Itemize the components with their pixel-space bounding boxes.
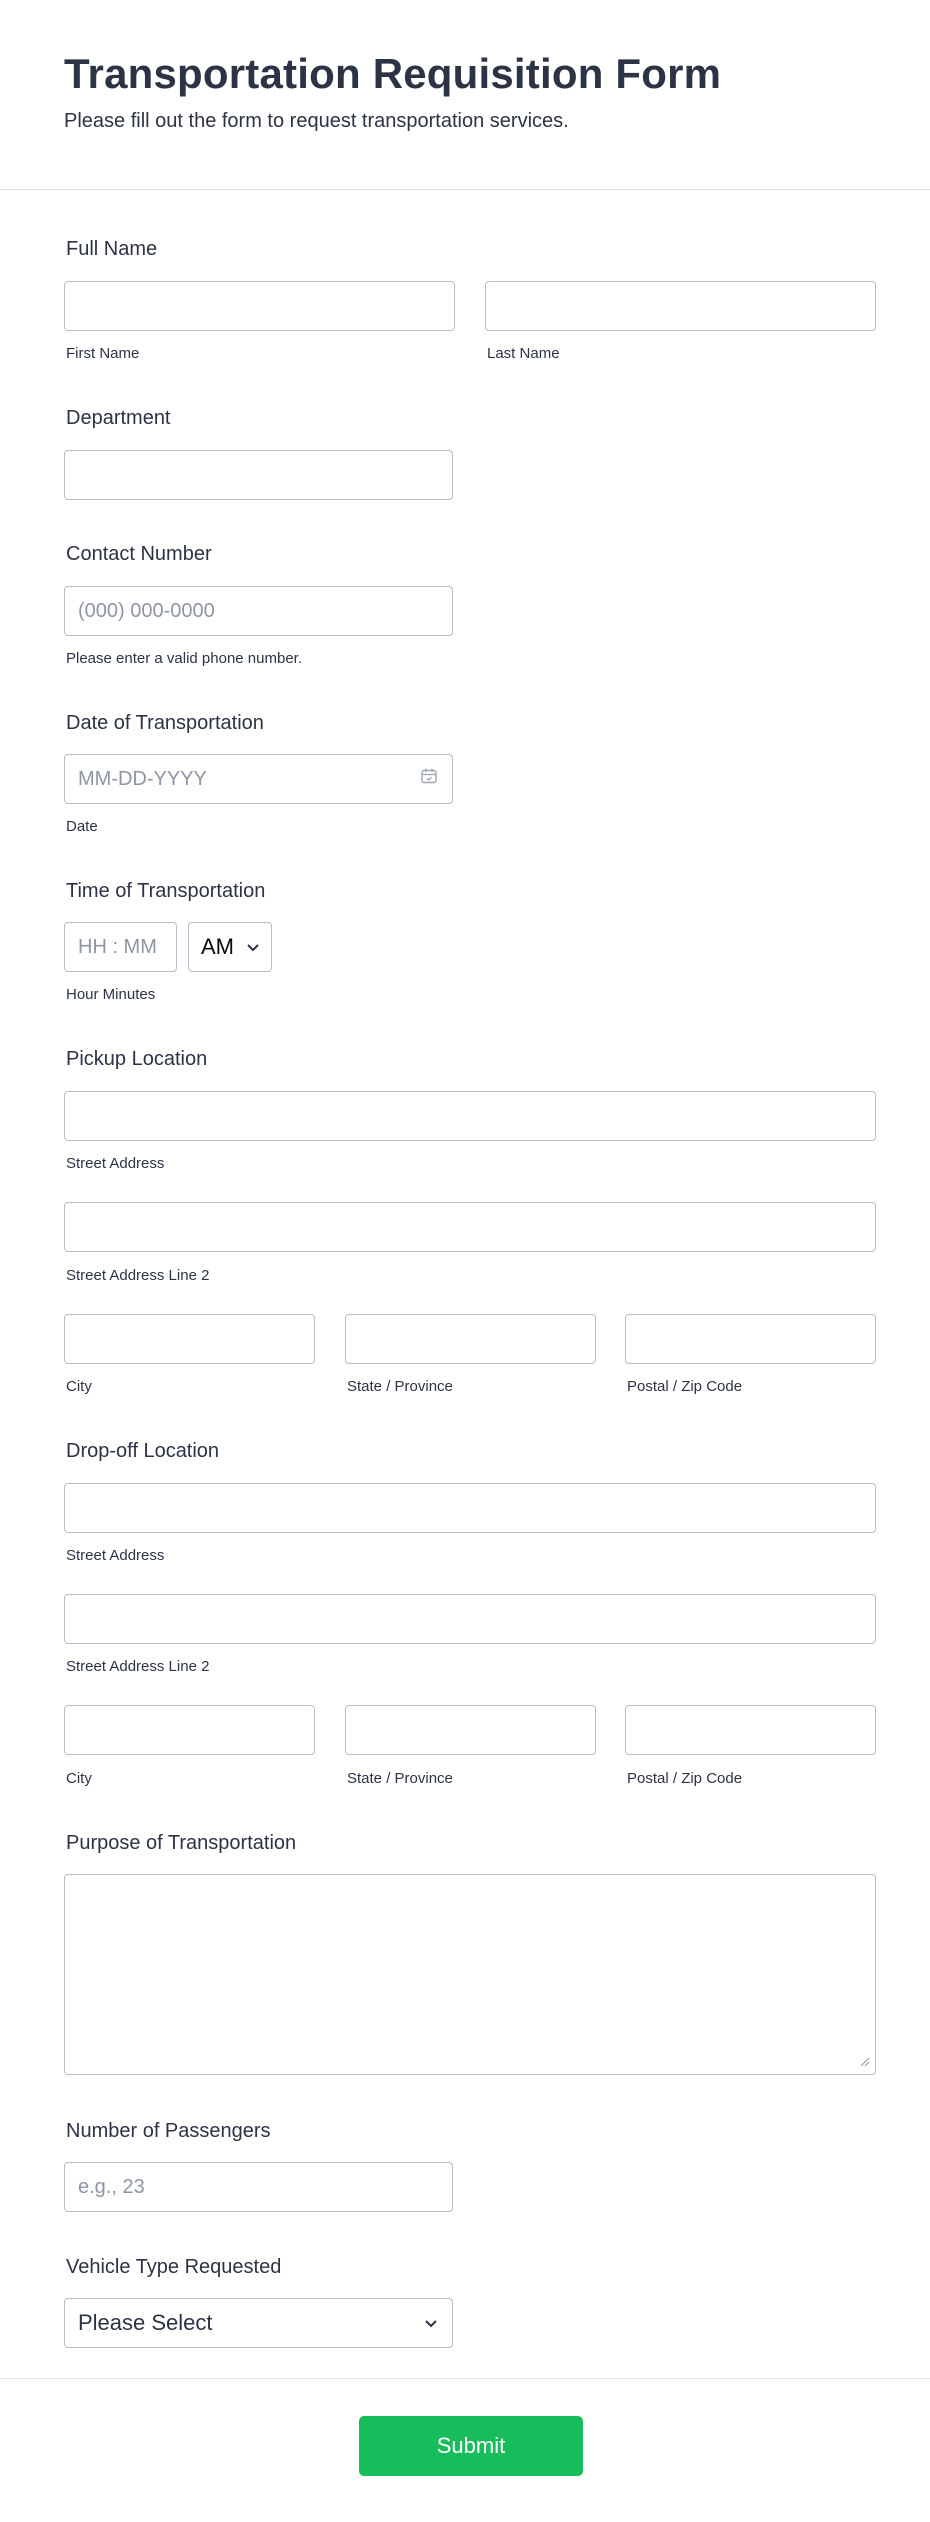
date-input[interactable] (64, 754, 453, 804)
department-input[interactable] (64, 450, 453, 500)
time-sublabel: Hour Minutes (66, 986, 156, 1003)
pickup-zip-sublabel: Postal / Zip Code (627, 1378, 743, 1395)
form-title: Transportation Requisition Form (64, 50, 722, 97)
last-name-sublabel: Last Name (487, 345, 560, 362)
first-name-input[interactable] (64, 281, 455, 331)
dropoff-street2-sublabel: Street Address Line 2 (66, 1658, 210, 1675)
pickup-city-input[interactable] (64, 1314, 315, 1364)
pickup-zip-input[interactable] (625, 1314, 876, 1364)
pickup-street2-input[interactable] (64, 1202, 876, 1252)
dropoff-state-sublabel: State / Province (347, 1770, 453, 1787)
date-label: Date of Transportation (66, 712, 264, 734)
dropoff-location-label: Drop-off Location (66, 1440, 220, 1462)
chevron-down-icon (245, 939, 261, 955)
date-sublabel: Date (66, 818, 98, 835)
dropoff-street2-input[interactable] (64, 1594, 876, 1644)
submit-button[interactable]: Submit (359, 2416, 583, 2476)
purpose-textarea[interactable] (64, 1874, 876, 2075)
purpose-label: Purpose of Transportation (66, 1832, 297, 1854)
chevron-down-icon (423, 2315, 439, 2331)
dropoff-city-sublabel: City (66, 1770, 92, 1787)
passengers-input[interactable] (64, 2162, 453, 2212)
pickup-street2-sublabel: Street Address Line 2 (66, 1267, 210, 1284)
pickup-state-input[interactable] (345, 1314, 596, 1364)
pickup-street-input[interactable] (64, 1091, 876, 1141)
phone-sublabel: Please enter a valid phone number. (66, 650, 302, 667)
resize-handle-icon[interactable] (858, 2055, 870, 2067)
department-label: Department (66, 407, 171, 429)
phone-input[interactable] (64, 586, 453, 636)
calendar-icon[interactable] (420, 767, 438, 785)
dropoff-city-input[interactable] (64, 1705, 315, 1755)
form-subtitle: Please fill out the form to request transportation services. (64, 110, 569, 132)
ampm-value: AM (201, 934, 234, 959)
ampm-select[interactable] (188, 922, 272, 972)
time-input[interactable] (64, 922, 177, 972)
vehicle-type-value: Please Select (78, 2310, 213, 2335)
pickup-city-sublabel: City (66, 1378, 92, 1395)
contact-number-label: Contact Number (66, 543, 212, 565)
pickup-location-label: Pickup Location (66, 1048, 208, 1070)
vehicle-type-label: Vehicle Type Requested (66, 2256, 282, 2278)
pickup-street-sublabel: Street Address (66, 1155, 165, 1172)
first-name-sublabel: First Name (66, 345, 140, 362)
dropoff-state-input[interactable] (345, 1705, 596, 1755)
passengers-label: Number of Passengers (66, 2120, 271, 2142)
last-name-input[interactable] (485, 281, 876, 331)
form-header (0, 0, 930, 190)
dropoff-zip-sublabel: Postal / Zip Code (627, 1770, 743, 1787)
dropoff-zip-input[interactable] (625, 1705, 876, 1755)
dropoff-street-sublabel: Street Address (66, 1547, 165, 1564)
full-name-label: Full Name (66, 238, 158, 260)
vehicle-type-select[interactable] (64, 2298, 453, 2348)
pickup-state-sublabel: State / Province (347, 1378, 453, 1395)
time-label: Time of Transportation (66, 880, 266, 902)
dropoff-street-input[interactable] (64, 1483, 876, 1533)
